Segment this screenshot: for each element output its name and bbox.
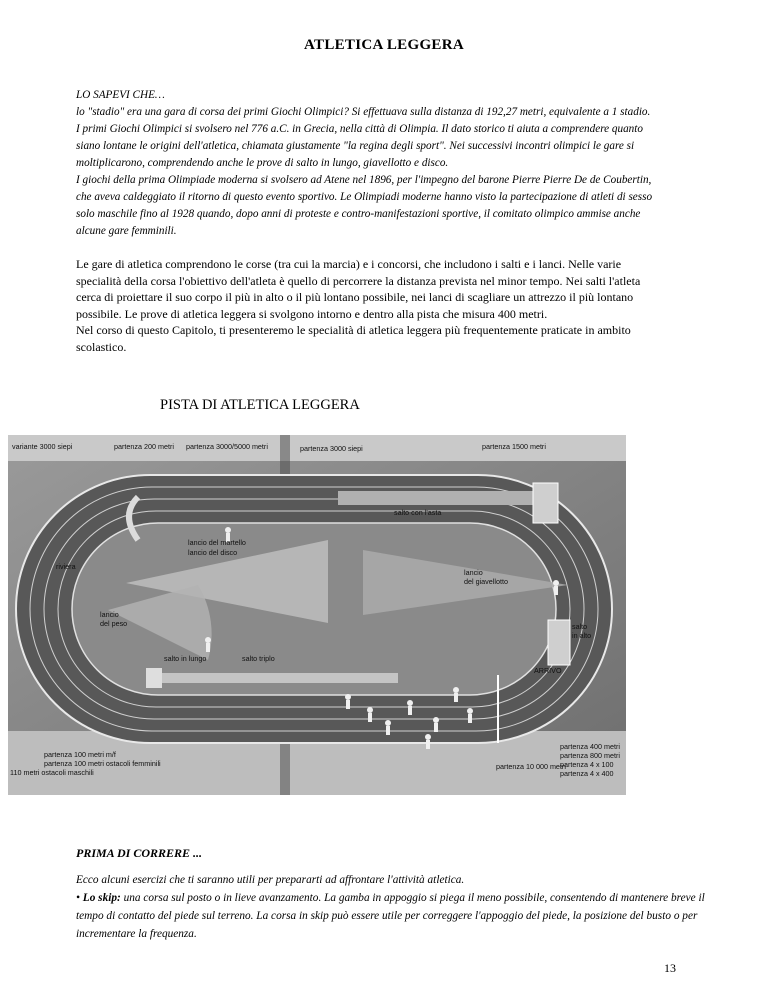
intro-text	[76, 256, 656, 355]
exercises-section	[76, 871, 716, 943]
skip-description: una corsa sul posto o in lieve avanzamento. La gamba in appoggio si piega il meno possibile, consentendo di mantenere breve il tempo di contatto del piede sul terreno. La corsa in skip può essere utile per correggere l'appoggio del piede, la posizione del busto o per incrementare la frequenza.	[76, 892, 705, 940]
label-discus: lancio del disco	[188, 548, 238, 557]
label-start-3000-5000m: partenza 3000/5000 metri	[186, 442, 268, 451]
track-illustration	[8, 435, 626, 795]
pole-vault-pit	[533, 483, 558, 523]
label-javelin-1: lancio	[464, 568, 483, 577]
did-you-know-heading: LO SAPEVI CHE…	[76, 89, 165, 101]
did-you-know-box	[76, 87, 656, 240]
page-number: 13	[664, 961, 676, 975]
label-triple-jump: salto triplo	[242, 654, 275, 663]
label-hammer: lancio del martello	[188, 538, 246, 547]
bullet: •	[76, 892, 80, 904]
label-shot-put-2: del peso	[100, 619, 128, 628]
label-finish: ARRIVO	[534, 666, 562, 675]
label-long-jump: salto in lungo	[164, 654, 207, 663]
label-start-1500m: partenza 1500 metri	[482, 442, 546, 451]
pole-vault-runway	[338, 491, 538, 505]
label-start-4x100: partenza 4 x 100	[560, 760, 614, 769]
label-start-4x400: partenza 4 x 400	[560, 769, 614, 778]
label-water-jump: riviera	[56, 562, 76, 571]
page-title: ATLETICA LEGGERA	[304, 37, 464, 53]
label-high-jump-1: salto	[572, 622, 588, 631]
skip-label: Lo skip:	[82, 892, 121, 904]
label-start-3000-steeple: partenza 3000 siepi	[300, 444, 363, 453]
label-start-200m: partenza 200 metri	[114, 442, 174, 451]
label-high-jump-2: in alto	[572, 631, 592, 640]
label-start-100m: partenza 100 metri m/f	[44, 750, 116, 759]
label-110m-hurdles: 110 metri ostacoli maschili	[10, 768, 94, 777]
label-shot-put-1: lancio	[100, 610, 119, 619]
label-steeplechase-variant: variante 3000 siepi	[12, 442, 73, 451]
label-start-100m-hurdles: partenza 100 metri ostacoli femminili	[44, 759, 161, 768]
intro-paragraph-2: Nel corso di questo Capitolo, ti presenteremo le specialità di atletica leggera più frequentemente praticate in ambito scolastico.	[76, 323, 631, 354]
did-you-know-paragraph-2: I giochi della prima Olimpiade moderna si svolsero ad Atene nel 1896, per l'impegno del barone Pierre Pierre De de Coubertin, che aveva caldeggiato il ritorno di questo evento sportivo. Le Olimpiadi moderne hanno visto la partecipazione di atleti di sesso solo maschile fino al 1928 quando, dopo anni di proteste e contro-manifestazioni sportive, il comitato olimpico ammise anche alcune gare femminili.	[76, 174, 653, 237]
before-running-heading: PRIMA DI CORRERE ...	[76, 846, 203, 860]
did-you-know-paragraph-1: lo "stadio" era una gara di corsa dei primi Giochi Olimpici? Si effettuava sulla distanza di 192,27 metri, equivalente a 1 stadio. I primi Giochi Olimpici si svolsero nel 776 a.C. in Grecia, nella città di Olimpia. Il dato storico ti aiuta a comprendere quanto siano lontane le origini dell'atletica, chiamata giustamente "la regina degli sport". Nei successivi incontri olimpici le gare si moltiplicarono, comprendendo anche le prove di salto in lungo, giavellotto e disco.	[76, 106, 651, 169]
label-start-10000m: partenza 10 000 metri	[496, 762, 566, 771]
exercises-intro: Ecco alcuni esercizi che ti saranno utili per prepararti ad affrontare l'attività atletica.	[76, 874, 465, 886]
label-start-800m: partenza 800 metri	[560, 751, 620, 760]
track-section-title: PISTA DI ATLETICA LEGGERA	[160, 397, 360, 413]
long-jump-runway	[158, 673, 398, 683]
label-javelin-2: del giavellotto	[464, 577, 508, 586]
high-jump-pit	[548, 620, 570, 665]
skip-exercise	[76, 889, 716, 943]
label-start-400m: partenza 400 metri	[560, 742, 620, 751]
long-jump-pit	[146, 668, 162, 688]
label-pole-vault: salto con l'asta	[394, 508, 442, 517]
intro-paragraph-1: Le gare di atletica comprendono le corse (tra cui la marcia) e i concorsi, che includono i salti e i lanci. Nelle varie specialità della corsa l'obiettivo dell'atleta è quello di percorrere la distanza prevista nel minor tempo. Nei salti l'atleta cerca di proiettare il suo corpo il più in alto o il più lontano possibile, nei lanci di scagliare un attrezzo il più lontano possibile. Le prove di atletica leggera si svolgono intorno e dentro alla pista che misura 400 metri.	[76, 257, 641, 321]
